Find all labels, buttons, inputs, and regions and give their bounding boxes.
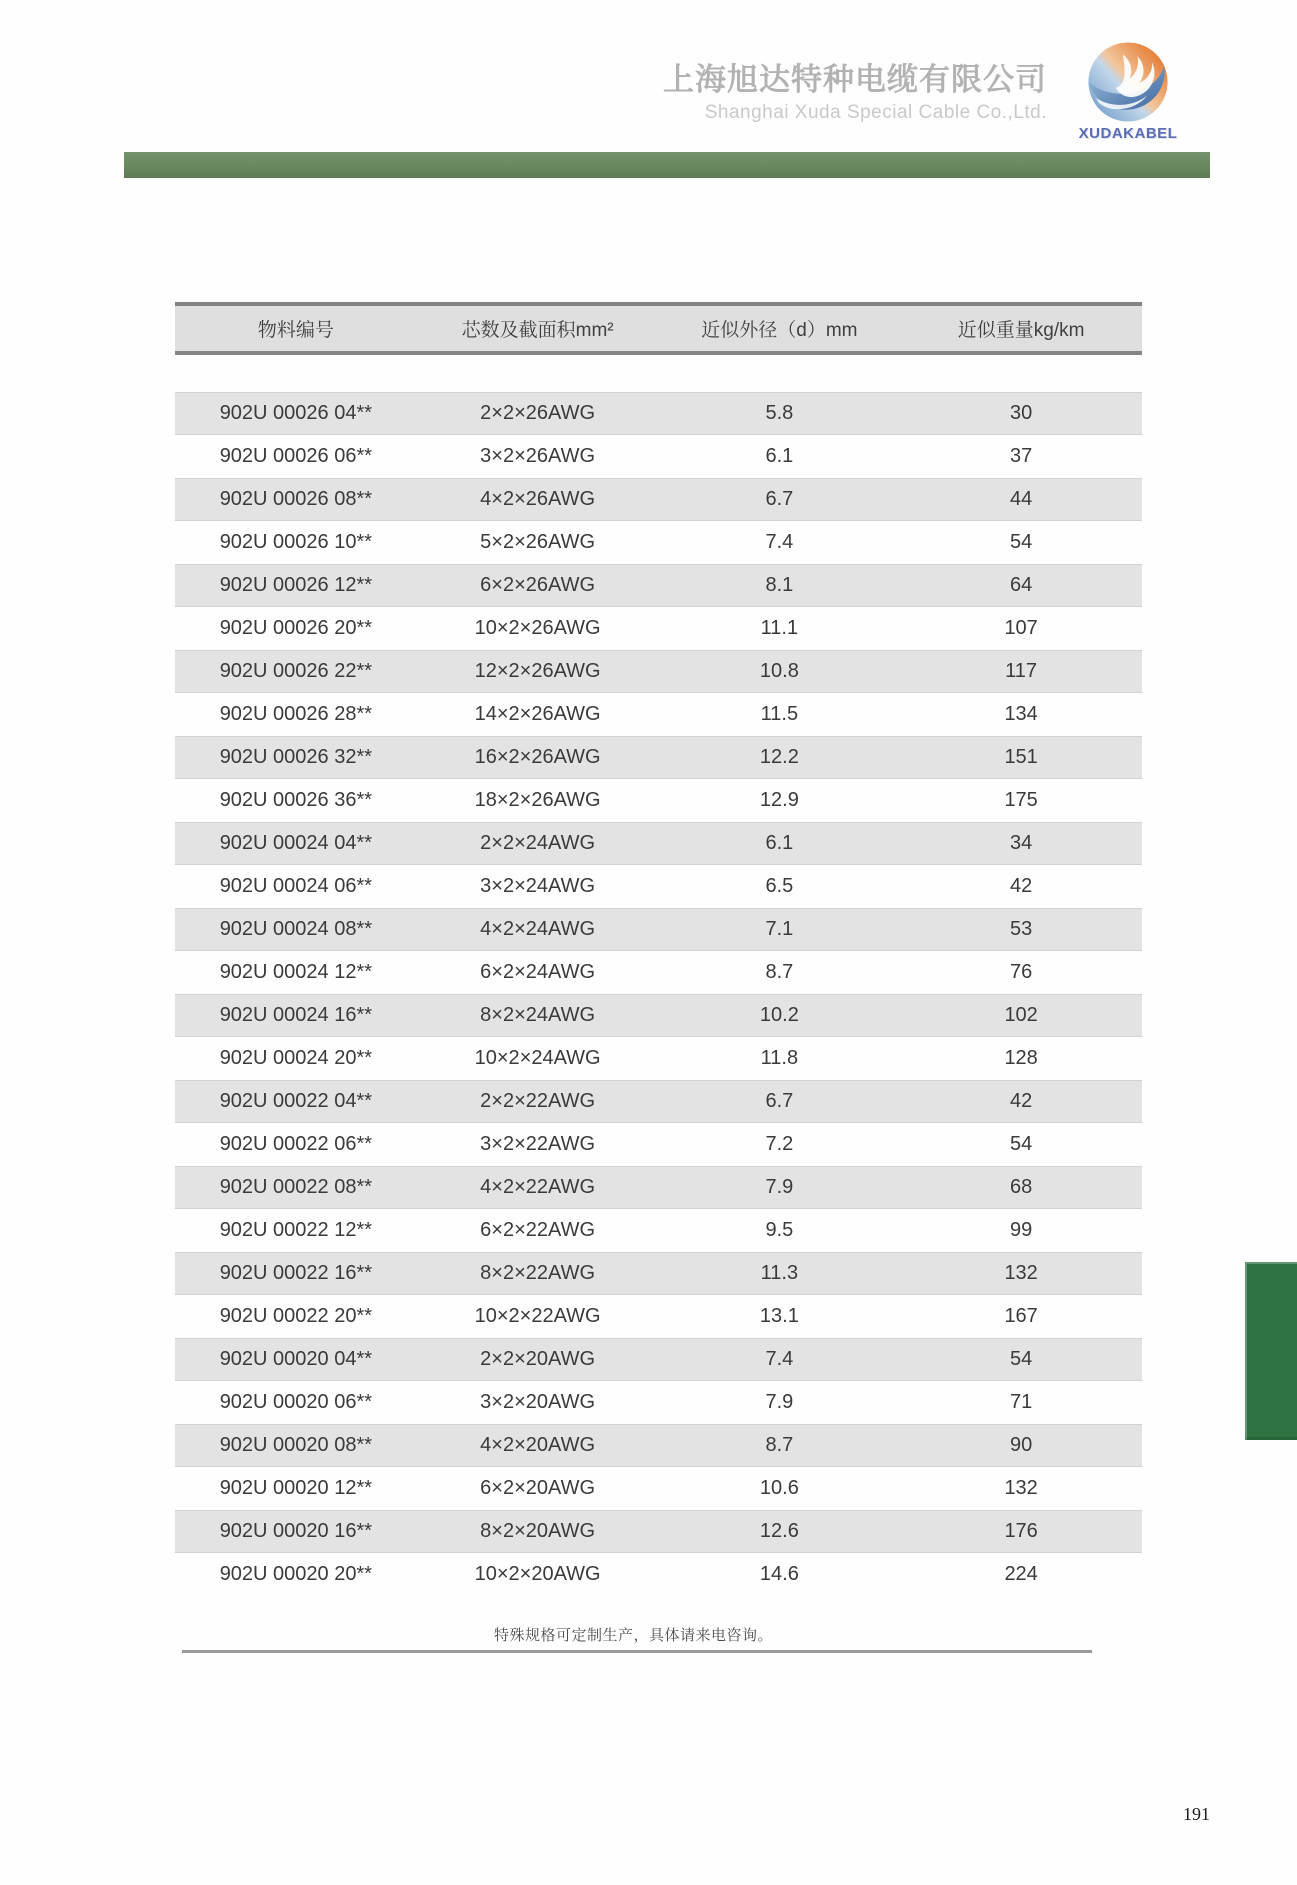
table-cell: 4×2×22AWG — [480, 1176, 596, 1198]
table-cell: 4×2×20AWG — [480, 1434, 596, 1456]
table-row — [175, 650, 1142, 693]
table-cell: 902U 00026 32** — [219, 746, 373, 768]
table-row — [175, 521, 1142, 564]
table-cell: 2×2×20AWG — [480, 1348, 596, 1370]
table-cell: 16×2×26AWG — [474, 746, 601, 768]
table-cell: 167 — [1004, 1305, 1038, 1327]
table-row — [175, 1381, 1142, 1424]
table-cell: 6.1 — [765, 832, 794, 854]
table-cell: 2×2×26AWG — [480, 402, 596, 424]
table-cell: 10×2×24AWG — [474, 1047, 601, 1069]
table-row — [175, 1209, 1142, 1252]
table-header-row — [175, 302, 1142, 355]
table-cell: 6.1 — [765, 445, 794, 467]
header-green-band — [124, 152, 1210, 178]
table-cell: 7.9 — [765, 1391, 794, 1413]
table-cell: 54 — [1010, 1133, 1033, 1155]
table-row — [175, 1252, 1142, 1295]
table-cell: 4×2×24AWG — [480, 918, 596, 940]
table-cell: 902U 00024 08** — [219, 918, 373, 940]
table-row — [175, 1123, 1142, 1166]
table-cell: 134 — [1004, 703, 1038, 725]
spec-table — [175, 302, 1142, 1596]
table-row — [175, 1510, 1142, 1553]
table-cell: 2×2×22AWG — [480, 1090, 596, 1112]
table-cell: 8.7 — [765, 1434, 794, 1456]
table-row — [175, 951, 1142, 994]
table-cell: 6×2×22AWG — [480, 1219, 596, 1241]
column-header-outer-diameter: 近似外径（d）mm — [701, 320, 858, 341]
table-cell: 12×2×26AWG — [474, 660, 601, 682]
table-cell: 10.8 — [759, 660, 799, 682]
table-body — [175, 392, 1142, 1596]
table-cell: 902U 00022 16** — [219, 1262, 373, 1284]
table-row — [175, 994, 1142, 1037]
company-name-cn: 上海旭达特种电缆有限公司 — [663, 62, 1047, 97]
column-header-material-no: 物料编号 — [257, 320, 334, 341]
table-cell: 107 — [1004, 617, 1038, 639]
table-cell: 18×2×26AWG — [474, 789, 601, 811]
table-cell: 8×2×20AWG — [480, 1520, 596, 1542]
table-cell: 7.2 — [765, 1133, 794, 1155]
table-row — [175, 435, 1142, 478]
section-tab — [1245, 1262, 1297, 1440]
table-cell: 8.1 — [765, 574, 794, 596]
table-cell: 42 — [1010, 1090, 1033, 1112]
table-cell: 14.6 — [759, 1563, 799, 1585]
table-cell: 12.2 — [759, 746, 799, 768]
table-cell: 11.3 — [760, 1262, 799, 1284]
table-row — [175, 392, 1142, 435]
table-cell: 42 — [1010, 875, 1033, 897]
table-cell: 902U 00024 04** — [219, 832, 373, 854]
table-cell: 10×2×20AWG — [474, 1563, 601, 1585]
table-cell: 902U 00024 16** — [219, 1004, 373, 1026]
table-row — [175, 1553, 1142, 1596]
custom-order-note: 特殊规格可定制生产，具体请来电咨询。 — [493, 1627, 773, 1644]
globe-swoosh-icon — [1085, 38, 1171, 126]
table-cell: 10.6 — [759, 1477, 799, 1499]
company-name-en: Shanghai Xuda Special Cable Co.,Ltd. — [704, 101, 1047, 123]
table-cell: 64 — [1010, 574, 1033, 596]
table-cell: 3×2×20AWG — [480, 1391, 596, 1413]
table-cell: 902U 00026 06** — [219, 445, 373, 467]
table-cell: 10.2 — [759, 1004, 799, 1026]
table-cell: 902U 00026 20** — [219, 617, 373, 639]
table-row — [175, 908, 1142, 951]
table-cell: 68 — [1010, 1176, 1033, 1198]
table-cell: 8×2×24AWG — [480, 1004, 596, 1026]
table-cell: 7.4 — [765, 1348, 794, 1370]
table-cell: 10×2×22AWG — [474, 1305, 601, 1327]
table-cell: 7.9 — [765, 1176, 794, 1198]
table-cell: 902U 00020 20** — [219, 1563, 373, 1585]
table-cell: 132 — [1004, 1477, 1038, 1499]
table-cell: 10×2×26AWG — [474, 617, 601, 639]
table-cell: 11.1 — [760, 617, 799, 639]
table-cell: 44 — [1010, 488, 1033, 510]
table-cell: 54 — [1010, 531, 1033, 553]
table-cell: 902U 00026 08** — [219, 488, 373, 510]
table-row — [175, 1424, 1142, 1467]
table-cell: 902U 00020 12** — [219, 1477, 373, 1499]
table-row — [175, 1338, 1142, 1381]
table-cell: 176 — [1004, 1520, 1038, 1542]
table-cell: 902U 00022 20** — [219, 1305, 373, 1327]
footer-rule — [182, 1650, 1092, 1653]
table-cell: 902U 00020 04** — [219, 1348, 373, 1370]
table-cell: 5.8 — [765, 402, 794, 424]
table-cell: 117 — [1005, 660, 1038, 682]
table-cell: 12.9 — [759, 789, 799, 811]
table-cell: 76 — [1010, 961, 1033, 983]
table-cell: 902U 00026 36** — [219, 789, 373, 811]
table-row — [175, 693, 1142, 736]
column-header-weight: 近似重量kg/km — [957, 320, 1085, 341]
table-cell: 5×2×26AWG — [480, 531, 596, 553]
table-cell: 902U 00024 12** — [219, 961, 373, 983]
table-cell: 8.7 — [765, 961, 794, 983]
table-row — [175, 779, 1142, 822]
company-header — [663, 62, 1047, 124]
table-row — [175, 1295, 1142, 1338]
table-cell: 132 — [1004, 1262, 1038, 1284]
table-cell: 902U 00020 08** — [219, 1434, 373, 1456]
table-cell: 224 — [1004, 1563, 1038, 1585]
table-cell: 6.7 — [765, 1090, 794, 1112]
page-number: 191 — [1183, 1804, 1210, 1824]
table-cell: 30 — [1010, 402, 1033, 424]
column-header-cores-section: 芯数及截面积mm² — [461, 320, 614, 341]
table-cell: 8×2×22AWG — [480, 1262, 596, 1284]
table-row — [175, 1080, 1142, 1123]
table-row — [175, 478, 1142, 521]
table-cell: 902U 00026 04** — [219, 402, 373, 424]
table-cell: 902U 00026 10** — [219, 531, 373, 553]
table-cell: 175 — [1004, 789, 1038, 811]
table-cell: 902U 00020 16** — [219, 1520, 373, 1542]
table-row — [175, 564, 1142, 607]
table-cell: 7.1 — [765, 918, 794, 940]
table-cell: 102 — [1004, 1004, 1038, 1026]
table-cell: 902U 00024 20** — [219, 1047, 373, 1069]
table-cell: 6×2×20AWG — [480, 1477, 596, 1499]
table-row — [175, 607, 1142, 650]
table-cell: 11.5 — [760, 703, 799, 725]
table-cell: 37 — [1010, 445, 1033, 467]
table-cell: 6×2×26AWG — [480, 574, 596, 596]
table-row — [175, 1037, 1142, 1080]
table-row — [175, 865, 1142, 908]
table-cell: 902U 00026 22** — [219, 660, 373, 682]
table-cell: 6×2×24AWG — [480, 961, 596, 983]
table-cell: 9.5 — [765, 1219, 794, 1241]
table-cell: 2×2×24AWG — [480, 832, 596, 854]
table-cell: 6.5 — [765, 875, 794, 897]
table-cell: 902U 00022 08** — [219, 1176, 373, 1198]
table-cell: 14×2×26AWG — [474, 703, 601, 725]
logo-wordmark: XUDAKABEL — [1078, 125, 1178, 142]
table-cell: 3×2×22AWG — [480, 1133, 596, 1155]
table-cell: 13.1 — [759, 1305, 799, 1327]
table-cell: 34 — [1010, 832, 1033, 854]
table-cell: 902U 00024 06** — [219, 875, 373, 897]
table-cell: 12.6 — [759, 1520, 799, 1542]
table-cell: 3×2×26AWG — [480, 445, 596, 467]
table-cell: 902U 00022 12** — [219, 1219, 373, 1241]
table-cell: 54 — [1010, 1348, 1033, 1370]
table-cell: 4×2×26AWG — [480, 488, 596, 510]
table-cell: 902U 00020 06** — [219, 1391, 373, 1413]
table-cell: 7.4 — [765, 531, 794, 553]
table-cell: 151 — [1004, 746, 1038, 768]
table-row — [175, 1467, 1142, 1510]
table-cell: 902U 00022 06** — [219, 1133, 373, 1155]
table-cell: 128 — [1004, 1047, 1038, 1069]
table-cell: 6.7 — [765, 488, 794, 510]
table-cell: 90 — [1010, 1434, 1033, 1456]
table-cell: 99 — [1010, 1219, 1033, 1241]
company-logo — [1076, 38, 1180, 142]
table-cell: 902U 00026 28** — [219, 703, 373, 725]
table-row — [175, 822, 1142, 865]
table-cell: 71 — [1010, 1391, 1033, 1413]
table-row — [175, 736, 1142, 779]
table-row — [175, 1166, 1142, 1209]
table-cell: 3×2×24AWG — [480, 875, 596, 897]
table-cell: 902U 00026 12** — [219, 574, 373, 596]
table-cell: 11.8 — [760, 1047, 799, 1069]
table-cell: 53 — [1010, 918, 1033, 940]
table-cell: 902U 00022 04** — [219, 1090, 373, 1112]
